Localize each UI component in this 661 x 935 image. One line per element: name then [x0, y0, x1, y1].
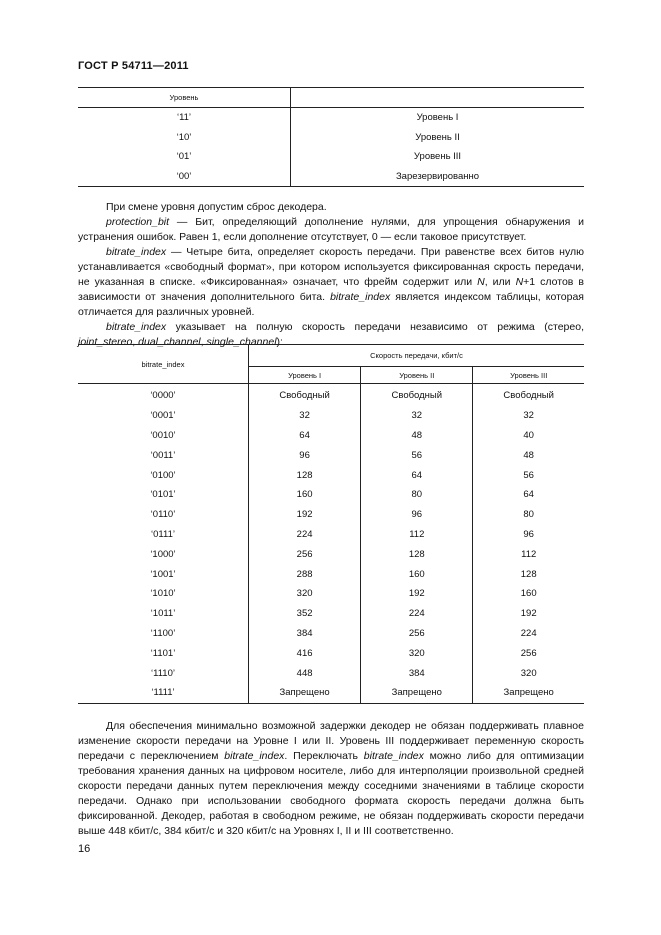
level-code-cell: ‘11’	[78, 108, 291, 128]
bitrate-index-cell: ‘0001’	[78, 406, 249, 426]
bitrate-value-cell: 320	[361, 643, 473, 663]
level-table-body	[78, 108, 584, 187]
bitrate-value-cell: 384	[361, 663, 473, 683]
paragraph: При смене уровня допустим сброс декодера.	[106, 201, 327, 213]
bitrate-value-cell: 384	[249, 624, 361, 644]
table-row	[78, 663, 584, 683]
bitrate-index-cell: ‘0000’	[78, 384, 249, 406]
bitrate-value-cell: 64	[523, 489, 534, 501]
table-row	[78, 465, 584, 485]
level-table-header-level	[291, 88, 585, 108]
level-code-cell: ‘00’	[78, 167, 291, 187]
bitrate-table-header-speed: Скорость передачи, кбит/с	[249, 345, 585, 367]
body-text-1	[78, 200, 584, 350]
table-row	[78, 445, 584, 465]
bitrate-value-cell: 192	[520, 608, 537, 620]
bitrate-value-cell: 256	[520, 647, 537, 659]
bitrate-value-cell: 40	[523, 429, 534, 441]
table-row	[78, 544, 584, 564]
bitrate-index-cell: ‘0011’	[78, 445, 249, 465]
bitrate-index-cell: ‘0010’	[78, 426, 249, 446]
bitrate-index-cell: ‘0101’	[78, 485, 249, 505]
bitrate-value-cell: 224	[249, 525, 361, 545]
bitrate-value-cell: 56	[361, 445, 473, 465]
bitrate-value-cell: 80	[523, 509, 534, 521]
bitrate-value-cell: 416	[249, 643, 361, 663]
table-row	[78, 505, 584, 525]
document-header: ГОСТ Р 54711—2011	[78, 60, 189, 72]
bitrate-value-cell: Запрещено	[361, 683, 473, 703]
bitrate-table-header-level-2: Уровень II	[361, 367, 473, 384]
bitrate-index-cell: ‘0100’	[78, 465, 249, 485]
bitrate-table	[78, 344, 584, 704]
bitrate-value-cell: 128	[361, 544, 473, 564]
bitrate-value-cell: 160	[361, 564, 473, 584]
level-table	[78, 87, 584, 187]
bitrate-index-cell: ‘1001’	[78, 564, 249, 584]
bitrate-value-cell: 192	[249, 505, 361, 525]
paragraph: protection_bit — Бит, определяющий дополнение нулями, для упрощения обнаружения и устранения ошибок. Равен 1, если дополнение отсутствует, 0 — если таковое присутствует.	[78, 216, 584, 243]
table-row	[78, 128, 584, 148]
bitrate-value-cell: Свободный	[503, 390, 554, 402]
bitrate-value-cell: 32	[523, 410, 534, 422]
table-row	[78, 584, 584, 604]
bitrate-index-cell: ‘1100’	[78, 624, 249, 644]
bitrate-value-cell: 128	[249, 465, 361, 485]
bitrate-value-cell: 112	[361, 525, 473, 545]
level-name-cell: Зарезервированно	[291, 167, 585, 187]
table-row	[78, 683, 584, 703]
bitrate-value-cell: 48	[523, 449, 534, 461]
table-row	[78, 604, 584, 624]
bitrate-index-cell: ‘0110’	[78, 505, 249, 525]
bitrate-value-cell: Запрещено	[473, 683, 584, 703]
paragraph: bitrate_index — Четыре бита, определяет скорость передачи. При равенстве всех битов нулю устанавливается «свободный формат», при котором используется фиксированная скрость передачи, не указанная в списке. «Фиксированная» означает, что фрейм содержит или N, или N+1 слотов в зависимости от значения дополнительного бита. bitrate_index является индексом таблицы, которая отличается для различных уровней.	[78, 246, 584, 318]
bitrate-value-cell: 256	[249, 544, 361, 564]
table-row	[78, 426, 584, 446]
bitrate-value-cell: Запрещено	[249, 683, 361, 703]
table-row	[78, 564, 584, 584]
bitrate-value-cell: 32	[361, 406, 473, 426]
bitrate-value-cell: 56	[523, 469, 534, 481]
bitrate-value-cell: 112	[521, 548, 537, 560]
level-name-cell: Уровень III	[413, 151, 462, 163]
table-row	[78, 147, 584, 167]
paragraph: Для обеспечения минимально возможной задержки декодер не обязан поддерживать плавное изменение скорости передачи на Уровне I или II. Уровень III поддерживает переменную скорость передачи с переключением bitrate_index. Переключать bitrate_index можно либо для оптимизации требования хранения данных на цифровом носителе, либо для интерполяции произвольной средней скорости передачи данных путем переключения между соседними значениями в таблице скорости передачи. Однако при использовании свободного формата скорость передачи должна быть фиксированной. Декодер, работая в свободном режиме, не обязан поддерживать скорости передачи выше 448 кбит/с, 384 кбит/с и 320 кбит/с на Уровнях I, II и III соответственно.	[78, 720, 584, 837]
bitrate-value-cell: 160	[249, 485, 361, 505]
bitrate-table-header-level-3: Уровень III	[473, 367, 584, 384]
bitrate-table-header-index: bitrate_index	[78, 345, 249, 384]
bitrate-index-cell: ‘1111’	[78, 683, 249, 703]
bitrate-value-cell: 352	[249, 604, 361, 624]
bitrate-value-cell: 80	[361, 485, 473, 505]
bitrate-value-cell: 64	[361, 465, 473, 485]
bitrate-value-cell: 128	[520, 568, 537, 580]
bitrate-value-cell: 96	[361, 505, 473, 525]
bitrate-value-cell: 288	[249, 564, 361, 584]
bitrate-value-cell: Свободный	[249, 384, 361, 406]
bitrate-value-cell: 160	[520, 588, 537, 600]
body-text-2	[78, 719, 584, 839]
bitrate-index-cell: ‘1010’	[78, 584, 249, 604]
level-code-cell: ‘01’	[78, 147, 291, 167]
bitrate-table-header-level-1: Уровень I	[249, 367, 361, 384]
table-row	[78, 384, 584, 406]
paragraph: bitrate_index указывает на полную скорость передачи независимо от режима (стерео, joint_stereo, dual_channel, single_channel):	[78, 321, 584, 348]
level-code-cell: ‘10’	[78, 128, 291, 148]
table-row	[78, 108, 584, 128]
bitrate-index-cell: ‘1110’	[78, 663, 249, 683]
table-row	[78, 643, 584, 663]
level-table-header-code: Уровень	[78, 88, 291, 108]
table-row	[78, 406, 584, 426]
bitrate-value-cell: 224	[361, 604, 473, 624]
bitrate-table-body	[78, 384, 584, 704]
bitrate-value-cell: 256	[361, 624, 473, 644]
bitrate-index-cell: ‘1101’	[78, 643, 249, 663]
bitrate-value-cell: 448	[249, 663, 361, 683]
table-row	[78, 167, 584, 187]
bitrate-value-cell: 96	[523, 528, 534, 540]
bitrate-value-cell: 224	[520, 627, 537, 639]
bitrate-value-cell: 48	[361, 426, 473, 446]
page-number: 16	[78, 843, 91, 855]
table-row	[78, 624, 584, 644]
bitrate-value-cell: 64	[249, 426, 361, 446]
bitrate-value-cell: 192	[361, 584, 473, 604]
bitrate-index-cell: ‘1000’	[78, 544, 249, 564]
bitrate-value-cell: 320	[520, 667, 537, 679]
bitrate-index-cell: ‘0111’	[78, 525, 249, 545]
bitrate-value-cell: 32	[249, 406, 361, 426]
bitrate-value-cell: 96	[249, 445, 361, 465]
table-row	[78, 525, 584, 545]
bitrate-index-cell: ‘1011’	[78, 604, 249, 624]
bitrate-value-cell: 320	[249, 584, 361, 604]
table-row	[78, 485, 584, 505]
level-name-cell: Уровень II	[415, 131, 460, 143]
level-name-cell: Уровень I	[416, 112, 459, 124]
bitrate-value-cell: Свободный	[361, 384, 473, 406]
